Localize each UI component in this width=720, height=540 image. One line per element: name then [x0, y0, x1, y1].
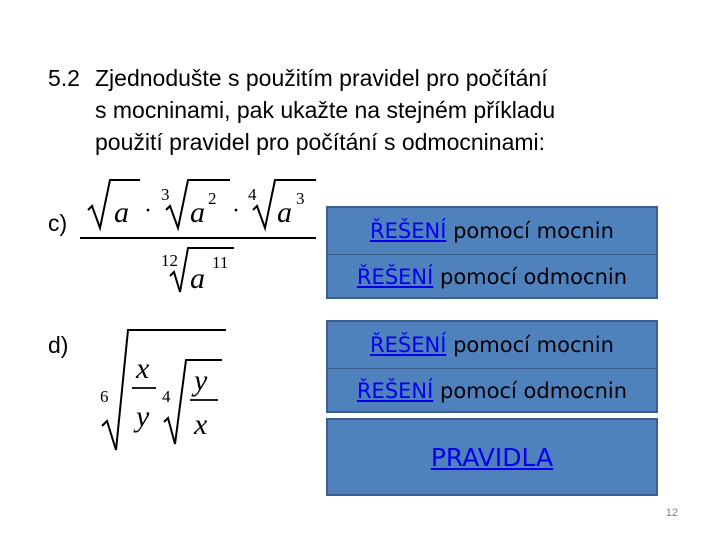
- solution-c-powers-button[interactable]: [328, 208, 656, 255]
- solution-c-roots-text: pomocí odmocnin: [433, 265, 628, 289]
- page-number: 12: [665, 507, 678, 519]
- solution-d-roots-text: pomocí odmocnin: [433, 379, 628, 403]
- frac1-den: y: [136, 400, 150, 433]
- den-index: 12: [161, 251, 178, 270]
- inner-index: 4: [162, 387, 171, 406]
- den-exp: 11: [212, 253, 229, 272]
- solution-d-roots-link[interactable]: ŘEŠENÍ: [356, 379, 434, 403]
- solution-d-powers-text: pomocí mocnin: [446, 333, 614, 357]
- solution-group-d: [326, 320, 658, 413]
- solution-c-roots-button[interactable]: [328, 254, 656, 300]
- example-c-formula: [78, 172, 328, 302]
- frac2-num: y: [194, 364, 208, 397]
- task-line-1: Zjednodušte s použitím pravidel pro počítání: [95, 65, 548, 91]
- outer-index: 6: [100, 387, 109, 406]
- num-exp-2: 2: [208, 189, 217, 208]
- num-var-3: a: [277, 196, 292, 229]
- task-statement: [48, 62, 688, 158]
- den-var: a: [190, 262, 205, 295]
- solution-c-powers-text: pomocí mocnin: [446, 219, 614, 243]
- num-exp-3: 3: [296, 189, 305, 208]
- num-index-2: 3: [161, 185, 170, 204]
- num-var-2: a: [190, 196, 205, 229]
- solution-c-roots-link[interactable]: ŘEŠENÍ: [356, 265, 434, 289]
- num-var-1: a: [114, 196, 129, 229]
- frac1-num: x: [136, 352, 150, 385]
- inner-radical: [164, 360, 222, 444]
- rules-link[interactable]: PRAVIDLA: [430, 442, 554, 472]
- example-c-label: c): [48, 210, 68, 236]
- solution-c-powers-link[interactable]: ŘEŠENÍ: [370, 219, 447, 243]
- task-line-3: použití pravidel pro počítání s odmocninami:: [95, 129, 546, 155]
- rules-button[interactable]: [326, 418, 658, 496]
- frac2-den: x: [194, 408, 208, 441]
- num-dot-1: ·: [144, 198, 152, 224]
- example-d-label: d): [48, 332, 69, 358]
- num-dot-2: ·: [232, 198, 240, 224]
- num-index-3: 4: [248, 185, 257, 204]
- solution-group-c: [326, 206, 658, 299]
- solution-d-powers-button[interactable]: [328, 322, 656, 369]
- solution-d-powers-link[interactable]: ŘEŠENÍ: [370, 333, 447, 357]
- task-line-2: s mocninami, pak ukažte na stejném příkladu: [95, 97, 556, 123]
- example-d-formula: [96, 326, 236, 454]
- solution-d-roots-button[interactable]: [328, 368, 656, 414]
- task-number: 5.2: [48, 65, 80, 91]
